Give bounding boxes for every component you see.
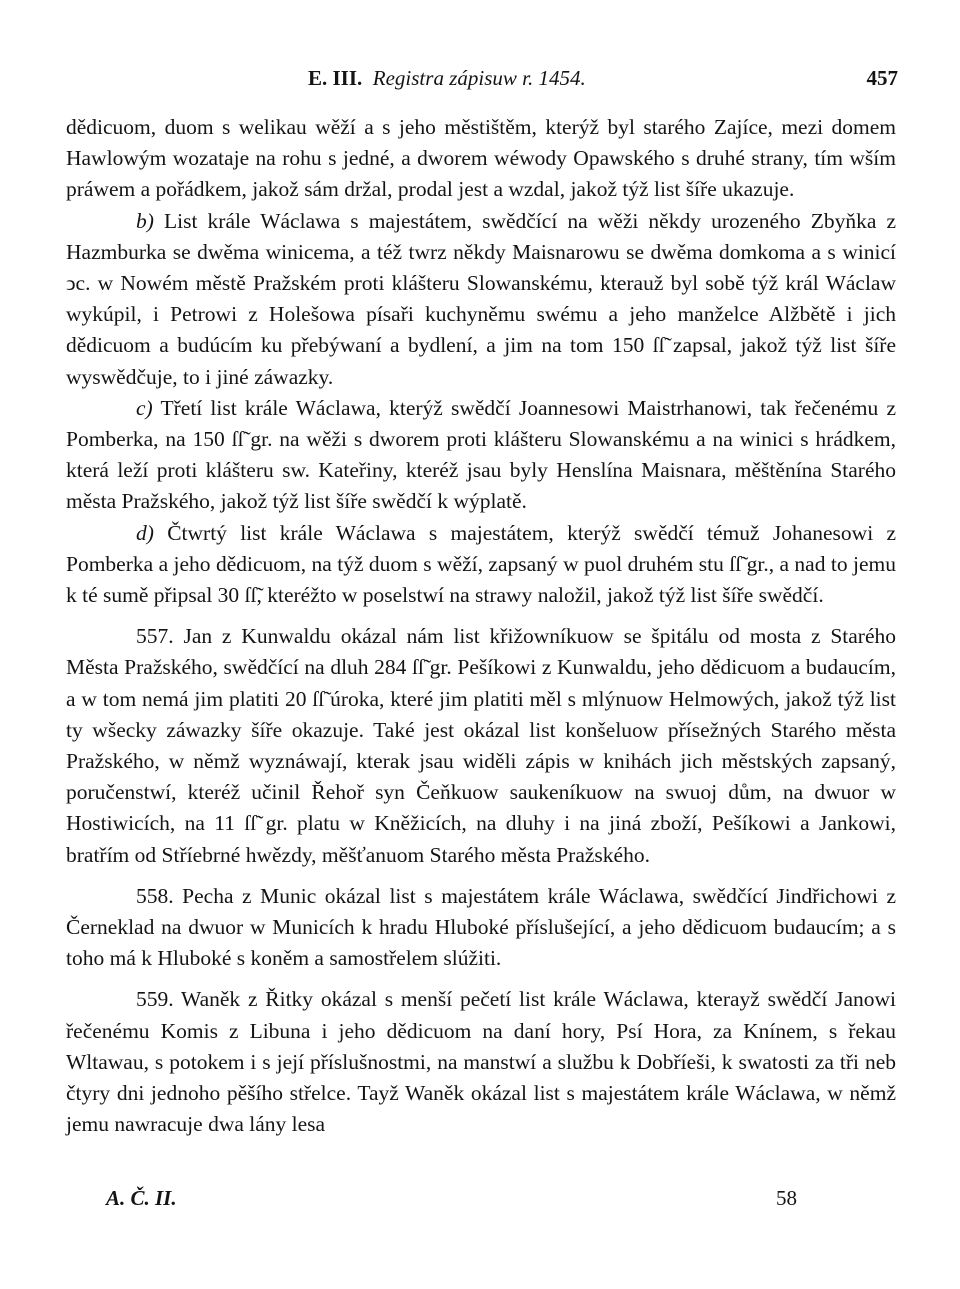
page-number: 457	[866, 66, 898, 90]
paragraph-marker: c)	[136, 395, 153, 420]
paragraph-d	[66, 518, 896, 612]
entry-number: 558.	[136, 883, 174, 908]
page-footer	[66, 1186, 896, 1216]
paragraph-b	[66, 206, 896, 393]
paragraph-c	[66, 393, 896, 518]
paragraph-continuation	[66, 112, 896, 206]
paragraph-text: dědicuom, duom s welikau wěží a s jeho městištěm, kterýž byl starého Zajíce, mezi domem Hawlowým wozataje na rohu s jedné, a dworem wéwody Opawského s druhé strany, tím wším práwem a pořádkem, jakož sám držal, prodal jest a wzdal, jakož týž list šíře ukazuje.	[66, 115, 896, 202]
signature-mark: A. Č. II.	[106, 1186, 177, 1210]
running-header	[66, 66, 898, 96]
sheet-number: 58	[776, 1186, 797, 1210]
entry-text: Pecha z Munic okázal list s majestátem krále Wáclawa, swědčící Jindřichowi z Černeklad na dwuor w Municích k hradu Hluboké příslušející, a jeho dědicuom budaucím; a s toho má k Hluboké s koněm a samostřelem slúžiti.	[66, 883, 896, 971]
entry-558	[66, 881, 896, 975]
paragraph-text: Čtwrtý list krále Wáclawa s majestátem, kterýž swědčí témuž Johanesowi z Pomberka a jeho dědicuom, na týž duom s wěží, zapsaný w puol druhém stu ſſ̃ gr., a nad to jemu k té sumě připsal 30 ſſ̃, kteréžto w poselstwí na strawy naložil, jakož týž list šíře swědčí.	[66, 520, 896, 608]
header-title: Registra zápisuw r. 1454.	[372, 66, 586, 90]
entry-text: Waněk z Řitky okázal s menší pečetí list krále Wáclawa, kterayž swědčí Janowi řečenému Komis z Libuna i jeho dědicuom na daní hory, Psí Hora, za Knínem, s řekau Wltawau, s potokem i s její příslušnostmi, na manstwí a službu k Dobříeši, k swatosti za tři neb čtyry dni jednoho pěšího střelce. Tayž Waněk okázal list s majestátem krále Wáclawa, w němž jemu nawracuje dwa lány lesa	[66, 987, 896, 1137]
entry-557	[66, 621, 896, 871]
header-prefix: E. III.	[308, 66, 363, 90]
paragraph-text: List krále Wáclawa s majestátem, swědčící na wěži někdy urozeného Zbyňka z Hazmburka se dwěma winicema, a též twrz někdy Maisnarowu se dwěma domkoma a s winicí ↄc. w Nowém městě Pražském proti klášteru Slowanskému, kterauž byl sobě týž král Wáclaw wykúpil, i Petrowi z Holešowa písaři kuchyněmu swému a jeho manželce Alžbětě i jich dědicuom a budúcím ku přebýwaní a bydlení, a jim na tom 150 ſſ̃ zapsal, jakož týž list šíře wyswědčuje, to i jiné záwazky.	[66, 208, 896, 389]
body-text	[66, 112, 896, 1141]
header-title-line	[308, 66, 586, 91]
paragraph-marker: b)	[136, 208, 154, 233]
paragraph-marker: d)	[136, 520, 154, 545]
entry-number: 557.	[136, 624, 174, 649]
entry-text: Jan z Kunwaldu okázal nám list křižowníkuow se špitálu od mosta z Starého Města Pražského, swědčící na dluh 284 ſſ̃ gr. Pešíkowi z Kunwaldu, jeho dědicuom a budaucím, a w tom nemá jim platiti 20 ſſ̃ úroka, které jim platiti měl s mlýnuow Helmowých, jakož týž list ty wšecky záwazky šíře okazuje. Také jest okázal list konšeluow přísežných Starého města Pražského, w němž wyznáwají, kterak jsau widěli zápis w knihách jich městských zapsaný, poručenstwí, kteréž učinil Řehoř syn Čeňkuow saukeníkuow na swuoj dům, na dwuor w Hostiwicích, na 11 ſſ̃ gr. platu w Kněžicích, na dluhy i na jiná zboží, Pešíkowi a Jankowi, bratřím od Stříebrné hwězdy, měšťanuom Starého města Pražského.	[66, 624, 896, 867]
entry-559	[66, 984, 896, 1140]
entry-number: 559.	[136, 987, 174, 1012]
paragraph-text: Třetí list krále Wáclawa, kterýž swědčí Joannesowi Maistrhanowi, tak řečenému z Pomberka, na 150 ſſ̃ gr. na wěži s dworem proti klášteru Slowanskému a na winici s hrádkem, která leží proti klášteru sw. Kateřiny, kteréž jsau byly Henslína Maisnara, měštěnína Starého města Pražského, jakož týž list šíře swědčí k wýplatě.	[66, 395, 896, 514]
